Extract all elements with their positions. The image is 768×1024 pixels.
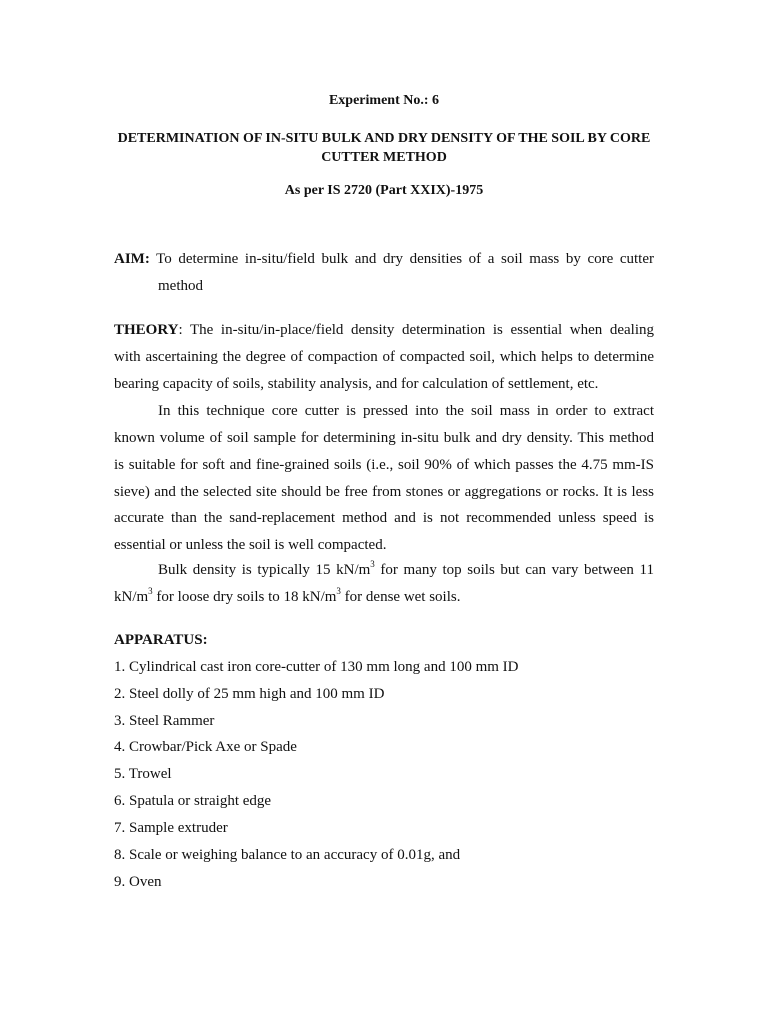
apparatus-item: 8. Scale or weighing balance to an accuracy of 0.01g, and (114, 847, 461, 863)
experiment-number: Experiment No.: 6 (328, 93, 440, 108)
standard-reference: As per IS 2720 (Part XXIX)-1975 (284, 183, 484, 198)
aim-line-2: method (158, 278, 203, 294)
apparatus-heading: APPARATUS: (114, 632, 208, 648)
title-line-2: CUTTER METHOD (321, 150, 447, 165)
bulk-density-text-a: Bulk density is typically 15 kN/m (158, 562, 371, 578)
unit-text: kN/m (114, 589, 149, 605)
theory-label: THEORY (114, 322, 179, 338)
theory-p2-line-3: is suitable for soft and fine-grained soils (i.e., soil 90% of which passes the 4.75 mm-IS (114, 457, 654, 473)
bulk-density-text-d: for loose dry soils to 18 kN/m (152, 589, 337, 605)
theory-p2-line-2: known volume of soil sample for determining in-situ bulk and dry density. This method (114, 430, 654, 446)
superscript-3: 3 (336, 586, 341, 596)
theory-line-2: with ascertaining the degree of compaction of compacted soil, which helps to determine (114, 349, 654, 365)
apparatus-item: 3. Steel Rammer (114, 713, 215, 729)
theory-p2-line-5: accurate than the sand-replacement method and is not recommended unless speed is (114, 510, 654, 526)
superscript-3: 3 (370, 559, 375, 569)
theory-p2-line-1: In this technique core cutter is pressed into the soil mass in order to extract (158, 403, 654, 419)
aim-text-1: To determine in-situ/field bulk and dry densities of a soil mass by core cutter (156, 251, 655, 267)
theory-p3-line-2 (114, 586, 461, 606)
theory-p3-line-1 (158, 559, 654, 579)
title-line-1: DETERMINATION OF IN-SITU BULK AND DRY DENSITY OF THE SOIL BY CORE (117, 131, 651, 146)
theory-p2-line-6: essential or unless the soil is well compacted. (114, 537, 387, 553)
apparatus-item: 7. Sample extruder (114, 820, 228, 836)
bulk-density-text-e: for dense wet soils. (340, 589, 461, 605)
apparatus-item: 5. Trowel (114, 766, 172, 782)
bulk-density-text-b: for many top soils but can vary between 11 (374, 562, 654, 578)
apparatus-item: 9. Oven (114, 874, 162, 890)
apparatus-item: 1. Cylindrical cast iron core-cutter of 130 mm long and 100 mm ID (114, 659, 519, 675)
theory-line-3: bearing capacity of soils, stability analysis, and for calculation of settlement, etc. (114, 376, 599, 392)
aim-line-1 (114, 251, 654, 268)
theory-p2-line-4: sieve) and the selected site should be free from stones or aggregations or rocks. It is less (114, 484, 654, 500)
theory-line-1 (114, 322, 654, 339)
aim-label: AIM: (114, 251, 150, 267)
apparatus-item: 6. Spatula or straight edge (114, 793, 272, 809)
superscript-3: 3 (148, 586, 153, 596)
apparatus-item: 4. Crowbar/Pick Axe or Spade (114, 739, 297, 755)
theory-text-1: : The in-situ/in-place/field density determination is essential when dealing (178, 322, 654, 338)
apparatus-item: 2. Steel dolly of 25 mm high and 100 mm ID (114, 686, 385, 702)
